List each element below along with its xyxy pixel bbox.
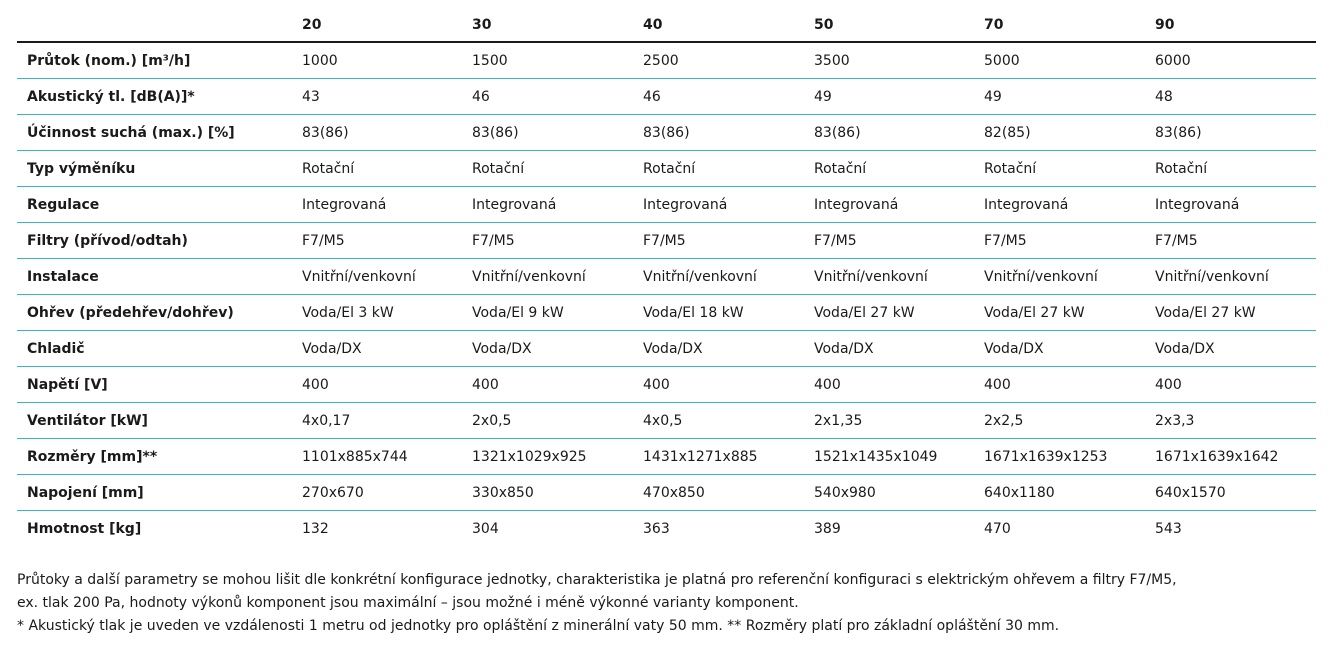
- table-cell: 83(86): [633, 115, 804, 151]
- table-cell: F7/M5: [804, 223, 974, 259]
- row-label: Rozměry [mm]**: [17, 439, 292, 475]
- table-cell: 400: [633, 367, 804, 403]
- table-cell: 83(86): [1145, 115, 1316, 151]
- table-row: [17, 331, 1316, 367]
- table-cell: 83(86): [804, 115, 974, 151]
- table-cell: Rotační: [1145, 151, 1316, 187]
- table-row: [17, 223, 1316, 259]
- row-label: Účinnost suchá (max.) [%]: [17, 115, 292, 151]
- table-row: [17, 259, 1316, 295]
- table-cell: Integrovaná: [804, 187, 974, 223]
- table-cell: Voda/DX: [1145, 331, 1316, 367]
- table-cell: 6000: [1145, 42, 1316, 79]
- header-model-30: 30: [462, 8, 633, 42]
- table-cell: Integrovaná: [974, 187, 1145, 223]
- table-row: [17, 367, 1316, 403]
- table-cell: Rotační: [633, 151, 804, 187]
- table-cell: 1321x1029x925: [462, 439, 633, 475]
- table-cell: Integrovaná: [633, 187, 804, 223]
- table-row: [17, 475, 1316, 511]
- table-cell: F7/M5: [462, 223, 633, 259]
- table-cell: 400: [462, 367, 633, 403]
- table-cell: 400: [1145, 367, 1316, 403]
- table-cell: 83(86): [292, 115, 462, 151]
- row-label: Hmotnost [kg]: [27, 520, 142, 537]
- table-cell: 46: [462, 79, 633, 115]
- table-cell: Integrovaná: [292, 187, 462, 223]
- table-cell: 640x1180: [974, 475, 1145, 511]
- table-cell: 4x0,17: [292, 403, 462, 439]
- table-cell: Voda/El 18 kW: [633, 295, 804, 331]
- table-cell: 82(85): [974, 115, 1145, 151]
- table-cell: 2x1,35: [804, 403, 974, 439]
- footnote-acoustic-dimensions: * Akustický tlak je uveden ve vzdálenosti 1 metru od jednotky pro opláštění z minerální vaty 50 mm. ** Rozměry platí pro základní opláštění 30 mm.: [17, 618, 1060, 634]
- table-cell: 470x850: [633, 475, 804, 511]
- table-row: [17, 151, 1316, 187]
- table-cell: Voda/El 27 kW: [1145, 295, 1316, 331]
- table-row: [17, 439, 1316, 475]
- table-cell: 1500: [462, 42, 633, 79]
- table-cell: F7/M5: [292, 223, 462, 259]
- footnote-general-line2: ex. tlak 200 Pa, hodnoty výkonů komponent jsou maximální – jsou možné i méně výkonné varianty komponent.: [17, 595, 799, 611]
- table-cell: 543: [1155, 520, 1182, 537]
- table-cell: 2x0,5: [462, 403, 633, 439]
- table-header: [17, 8, 1316, 42]
- table-cell: 1101x885x744: [292, 439, 462, 475]
- table-cell: 1431x1271x885: [633, 439, 804, 475]
- table-cell: 48: [1145, 79, 1316, 115]
- table-cell: 1000: [292, 42, 462, 79]
- row-label: Regulace: [17, 187, 292, 223]
- table-cell: 1521x1435x1049: [804, 439, 974, 475]
- header-model-70: 70: [974, 8, 1145, 42]
- table-cell: Voda/DX: [292, 331, 462, 367]
- table-cell: Vnitřní/venkovní: [974, 259, 1145, 295]
- table-cell: Vnitřní/venkovní: [292, 259, 462, 295]
- table-cell: 132: [302, 520, 329, 537]
- table-cell: 400: [292, 367, 462, 403]
- table-cell: 43: [292, 79, 462, 115]
- header-corner: [17, 8, 292, 42]
- table-cell: 2500: [633, 42, 804, 79]
- table-cell: F7/M5: [974, 223, 1145, 259]
- table-cell: F7/M5: [633, 223, 804, 259]
- header-model-90: 90: [1145, 8, 1316, 42]
- header-model-50: 50: [804, 8, 974, 42]
- table-cell: Voda/El 27 kW: [804, 295, 974, 331]
- row-label: Průtok (nom.) [m³/h]: [17, 42, 292, 79]
- table-cell: Voda/DX: [633, 331, 804, 367]
- table-row: [17, 511, 1316, 547]
- table-row: [17, 42, 1316, 79]
- table-cell: 540x980: [804, 475, 974, 511]
- table-cell: 1671x1639x1642: [1145, 439, 1316, 475]
- table-cell: 330x850: [462, 475, 633, 511]
- row-label: Typ výměníku: [17, 151, 292, 187]
- row-label: Filtry (přívod/odtah): [17, 223, 292, 259]
- table-row: [17, 79, 1316, 115]
- table-row: [17, 403, 1316, 439]
- table-cell: Vnitřní/venkovní: [1145, 259, 1316, 295]
- table-cell: 270x670: [292, 475, 462, 511]
- table-cell: F7/M5: [1145, 223, 1316, 259]
- table-row: [17, 115, 1316, 151]
- spec-table-container: [17, 8, 1316, 546]
- table-cell: 304: [472, 520, 499, 537]
- table-row: [17, 187, 1316, 223]
- row-label: Instalace: [17, 259, 292, 295]
- table-cell: 49: [974, 79, 1145, 115]
- header-model-40: 40: [633, 8, 804, 42]
- table-cell: Integrovaná: [1145, 187, 1316, 223]
- table-cell: Rotační: [804, 151, 974, 187]
- table-cell: Vnitřní/venkovní: [462, 259, 633, 295]
- table-row: [17, 295, 1316, 331]
- row-label: Ohřev (předehřev/dohřev): [17, 295, 292, 331]
- table-cell: 3500: [804, 42, 974, 79]
- table-cell: 400: [974, 367, 1145, 403]
- table-cell: 49: [804, 79, 974, 115]
- row-label: Napětí [V]: [17, 367, 292, 403]
- row-label: Ventilátor [kW]: [17, 403, 292, 439]
- footnotes: [17, 569, 1317, 638]
- header-row: [17, 8, 1316, 42]
- table-cell: Voda/DX: [804, 331, 974, 367]
- table-cell: Voda/El 3 kW: [292, 295, 462, 331]
- spec-table: [17, 8, 1316, 546]
- table-cell: 400: [804, 367, 974, 403]
- footnote-general-line1: Průtoky a další parametry se mohou lišit dle konkrétní konfigurace jednotky, charakteristika je platná pro referenční konfiguraci s elektrickým ohřevem a filtry F7/M5,: [17, 572, 1177, 588]
- table-cell: 4x0,5: [633, 403, 804, 439]
- table-cell: 363: [643, 520, 670, 537]
- table-cell: 2x3,3: [1145, 403, 1316, 439]
- table-cell: Voda/El 27 kW: [974, 295, 1145, 331]
- table-cell: 5000: [974, 42, 1145, 79]
- table-cell: Voda/DX: [462, 331, 633, 367]
- table-cell: 83(86): [462, 115, 633, 151]
- table-cell: 2x2,5: [974, 403, 1145, 439]
- table-cell: 46: [633, 79, 804, 115]
- table-body: [17, 42, 1316, 546]
- row-label: Chladič: [17, 331, 292, 367]
- row-label: Napojení [mm]: [17, 475, 292, 511]
- table-cell: 470: [984, 520, 1011, 537]
- table-cell: 640x1570: [1145, 475, 1316, 511]
- table-cell: Vnitřní/venkovní: [633, 259, 804, 295]
- table-cell: 389: [814, 520, 841, 537]
- table-cell: Integrovaná: [462, 187, 633, 223]
- table-cell: Rotační: [462, 151, 633, 187]
- table-cell: Vnitřní/venkovní: [804, 259, 974, 295]
- table-cell: 1671x1639x1253: [974, 439, 1145, 475]
- header-model-20: 20: [292, 8, 462, 42]
- table-cell: Voda/El 9 kW: [462, 295, 633, 331]
- table-cell: Rotační: [292, 151, 462, 187]
- table-cell: Rotační: [974, 151, 1145, 187]
- row-label: Akustický tl. [dB(A)]*: [17, 79, 292, 115]
- table-cell: Voda/DX: [974, 331, 1145, 367]
